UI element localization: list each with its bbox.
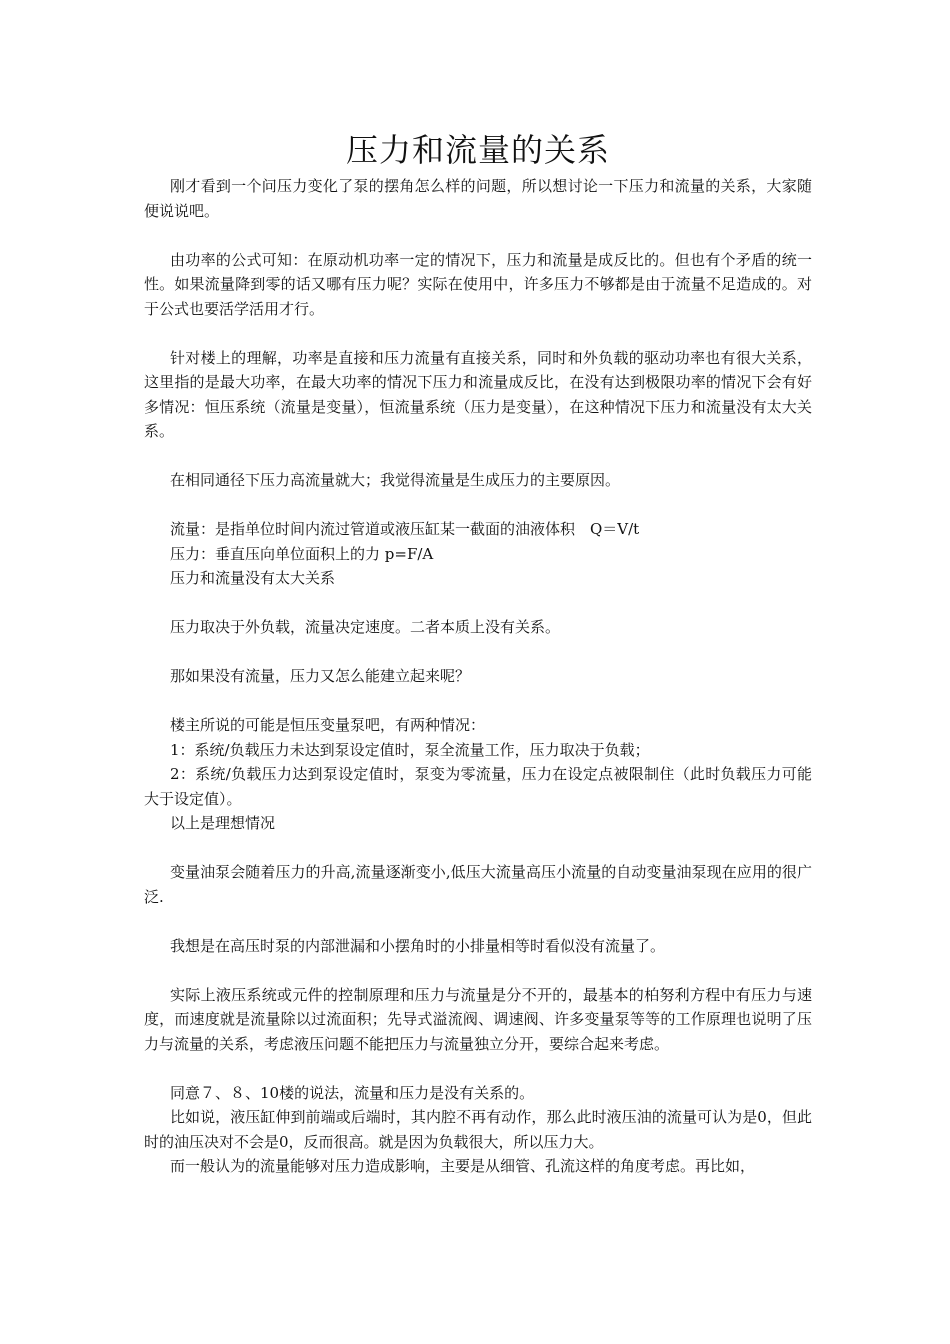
paragraph: 流量：是指单位时间内流过管道或液压缸某一截面的油液体积 Q＝V/t bbox=[170, 520, 640, 538]
document-title: 压力和流量的关系 bbox=[345, 131, 610, 169]
paragraph-gap bbox=[144, 444, 812, 469]
paragraph-gap bbox=[144, 1056, 812, 1081]
paragraph: 针对楼上的理解，功率是直接和压力流量有直接关系，同时和外负载的驱动功率也有很大关系，这里指的是最大功率，在最大功率的情况下压力和流量成反比，在没有达到极限功率的情况下会有好多情况：恒压系统（流量是变量），恒流量系统（压力是变量），在这种情况下压力和流量没有太大关系。 bbox=[144, 348, 812, 440]
paragraph: 由功率的公式可知：在原动机功率一定的情况下，压力和流量是成反比的。但也有个矛盾的统一性。如果流量降到零的话又哪有压力呢？实际在使用中，许多压力不够都是由于流量不足造成的。对于公式也要活学活用才行。 bbox=[144, 250, 812, 318]
paragraph: 压力：垂直压向单位面积上的力 p=F/A bbox=[170, 544, 434, 563]
paragraph-gap bbox=[144, 836, 812, 861]
paragraph: 压力取决于外负载，流量决定速度。二者本质上没有关系。 bbox=[170, 618, 561, 636]
paragraph-gap bbox=[144, 223, 812, 248]
paragraph: 变量油泵会随着压力的升高,流量逐渐变小,低压大流量高压小流量的自动变量油泵现在应用的很广泛. bbox=[144, 863, 812, 906]
paragraph: 压力和流量没有太大关系 bbox=[170, 569, 336, 587]
paragraph: 实际上液压系统或元件的控制原理和压力与流量是分不开的，最基本的柏努利方程中有压力与速度，而速度就是流量除以过流面积；先导式溢流阀、调速阀、许多变量泵等等的工作原理也说明了压力与流量的关系，考虑液压问题不能把压力与流量独立分开，要综合起来考虑。 bbox=[144, 985, 812, 1053]
paragraph: 比如说，液压缸伸到前端或后端时，其内腔不再有动作，那么此时液压油的流量可认为是0，但此时的油压决对不会是0，反而很高。就是因为负载很大，所以压力大。 bbox=[144, 1108, 812, 1151]
document-page bbox=[144, 126, 812, 1179]
paragraph: 1：系统/负载压力未达到泵设定值时，泵全流量工作，压力取决于负载； bbox=[170, 740, 650, 759]
paragraph: 在相同通径下压力高流量就大；我觉得流量是生成压力的主要原因。 bbox=[170, 471, 621, 489]
paragraph-gap bbox=[144, 958, 812, 983]
paragraph: 楼主所说的可能是恒压变量泵吧，有两种情况： bbox=[170, 716, 486, 734]
paragraph-gap bbox=[144, 689, 812, 714]
paragraph: 刚才看到一个问压力变化了泵的摆角怎么样的问题，所以想讨论一下压力和流量的关系，大家随便说说吧。 bbox=[144, 177, 812, 220]
paragraph: 2：系统/负载压力达到泵设定值时，泵变为零流量，压力在设定点被限制住（此时负载压力可能大于设定值）。 bbox=[144, 765, 812, 808]
paragraph: 而一般认为的流量能够对压力造成影响，主要是从细管、孔流这样的角度考虑。再比如， bbox=[170, 1157, 756, 1175]
paragraph-gap bbox=[144, 493, 812, 518]
paragraph-gap bbox=[144, 640, 812, 665]
paragraph: 以上是理想情况 bbox=[170, 814, 276, 832]
paragraph-gap bbox=[144, 321, 812, 346]
paragraph-gap bbox=[144, 591, 812, 616]
paragraph: 那如果没有流量，压力又怎么能建立起来呢？ bbox=[170, 667, 471, 685]
paragraph-gap bbox=[144, 909, 812, 934]
paragraph: 同意７、８、10楼的说法，流量和压力是没有关系的。 bbox=[170, 1083, 535, 1102]
document-body bbox=[144, 174, 812, 1179]
paragraph: 我想是在高压时泵的内部泄漏和小摆角时的小排量相等时看似没有流量了。 bbox=[170, 936, 666, 955]
